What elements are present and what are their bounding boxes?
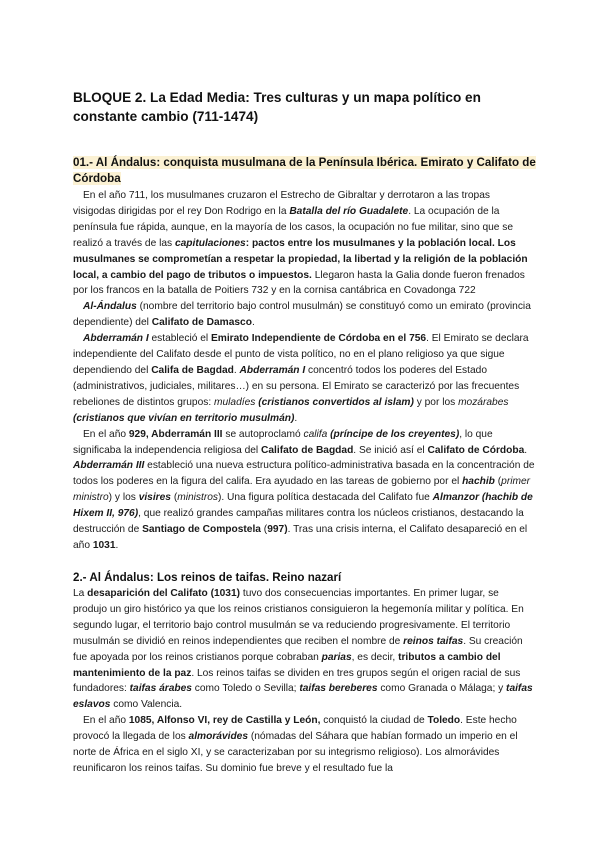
page-title: BLOQUE 2. La Edad Media: Tres culturas y un mapa político en constante cambio (711-1474) <box>73 90 481 124</box>
paragraph: En el año 711, los musulmanes cruzaron el Estrecho de Gibraltar y derrotaron a las tropas visigodas dirigidas por el rey Don Rodrigo en la Batalla del río Guadalete. La ocupación de la península fue rápida, aunque, en la mayoría de los casos, la ocupación no fue militar, sino que se realizó a través de las capitulaciones: pactos entre los musulmanes y la población local. Los musulmanes se comprometían a respetar la propiedad, la libertad y la religión de la población local, a cambio del pago de tributos o impuestos. Llegaron hasta la Galia donde fueron frenados por los francos en la batalla de Poitiers 732 y en la cornisa cantábrica en Covadonga 722 <box>73 190 528 297</box>
section-1-heading-text: 01.- Al Ándalus: conquista musulmana de la Península Ibérica. Emirato y Califato de Córdoba <box>73 156 536 185</box>
section-2-body <box>73 586 535 777</box>
section-1-heading <box>73 155 543 187</box>
paragraph: En el año 929, Abderramán III se autoproclamó califa (príncipe de los creyentes), lo que significaba la independencia religiosa del Califato de Bagdad. Se inició así el Califato de Córdoba. Abderramán III estableció una nueva estructura político-administrativa basada en la concentración de todos los poderes en la figura del califa. Era ayudado en las tareas de gobierno por el hachib (primer ministro) y los visires (ministros). Una figura política destacada del Califato fue Almanzor (hachib de Hixem II, 976), que realizó grandes campañas militares contra los núcleos cristianos, destacando la destrucción de Santiago de Compostela (997). Tras una crisis interna, el Califato desapareció en el año 1031. <box>73 428 535 551</box>
paragraph: En el año 1085, Alfonso VI, rey de Castilla y León, conquistó la ciudad de Toledo. Este hecho provocó la llegada de los almorávides (nómadas del Sáhara que habían formado un imperio en el norte de África en el siglo XI, y se caracterizaban por su integrismo religioso). Los almorávides reunificaron los reinos taifas. Su dominio fue breve y el resultado fue la <box>73 715 518 774</box>
paragraph: Al-Ándalus (nombre del territorio bajo control musulmán) se constituyó como un emirato (provincia dependiente) del Califato de Damasco. <box>73 301 531 329</box>
paragraph: La desaparición del Califato (1031) tuvo dos consecuencias importantes. En primer lugar, se produjo un giro histórico ya que los reinos cristianos consiguieron la hegemonía militar y política. En segundo lugar, el territorio bajo control musulmán se va reduciendo progresivamente. El territorio musulmán se dividió en reinos independientes que reciben el nombre de reinos taifas. Su creación fue apoyada por los reinos cristianos porque cobraban parias, es decir, tributos a cambio del mantenimiento de la paz. Los reinos taifas se dividen en tres grupos según el origen racial de sus fundadores: taifas árabes como Toledo o Sevilla; taifas bereberes como Granada o Málaga; y taifas eslavos como Valencia. <box>73 588 533 711</box>
section-1-body <box>73 188 535 554</box>
paragraph: Abderramán I estableció el Emirato Independiente de Córdoba en el 756. El Emirato se declara independiente del Califato desde el punto de vista político, no en el plano religioso ya que sigue dependiendo del Califa de Bagdad. Abderramán I concentró todos los poderes del Estado (administrativos, judiciales, militares…) en su persona. El Emirato se caracterizó por las frecuentes rebeliones de distintos grupos: muladíes (cristianos convertidos al islam) y por los mozárabes (cristianos que vivían en territorio musulmán). <box>73 333 529 424</box>
section-2-heading: 2.- Al Ándalus: Los reinos de taifas. Reino nazarí <box>73 571 342 584</box>
